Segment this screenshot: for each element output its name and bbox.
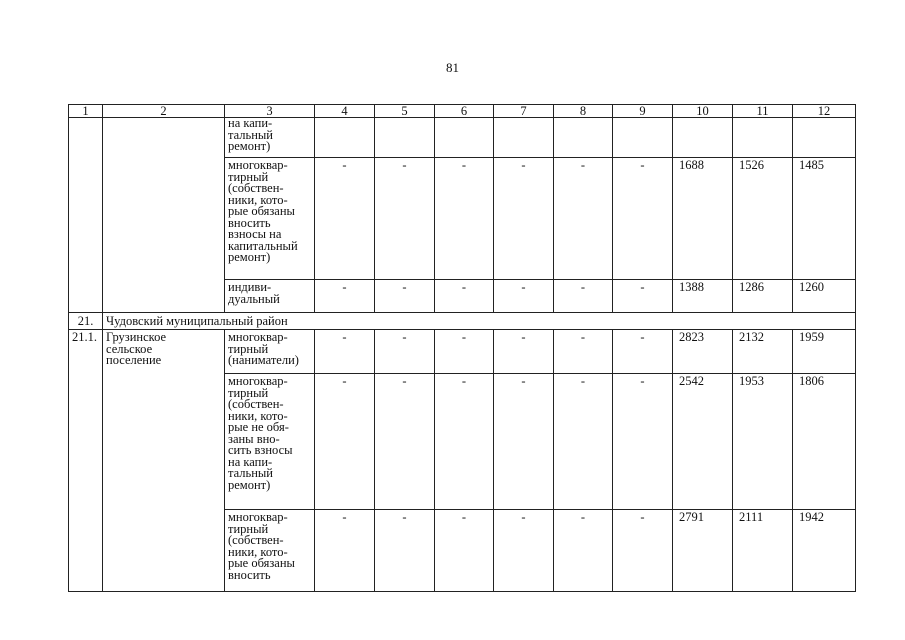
value-cell: 1485 (793, 158, 856, 280)
value-cell: 1526 (733, 158, 793, 280)
value-cell: 2542 (673, 374, 733, 510)
settlement-cell (103, 118, 225, 313)
value-cell: 2823 (673, 330, 733, 374)
column-header: 1 (69, 105, 103, 118)
value-cell: 1953 (733, 374, 793, 510)
district-number: 21. (69, 313, 103, 330)
table-row (69, 118, 856, 158)
column-header: 7 (494, 105, 554, 118)
dash-cell: - (613, 330, 673, 374)
dash-cell: - (375, 330, 435, 374)
dash-cell: - (494, 510, 554, 592)
page-number: 81 (446, 60, 459, 75)
district-name: Чудовский муниципальный район (103, 313, 856, 330)
column-header: 9 (613, 105, 673, 118)
row-number-cell (69, 118, 103, 313)
housing-type-cell: на капи- тальный ремонт) (225, 118, 315, 158)
dash-cell: - (554, 158, 613, 280)
tariff-table (68, 104, 856, 592)
value-cell (733, 118, 793, 158)
housing-type-cell: многоквар- тирный (собствен- ники, кото- рые обязаны вносить (225, 510, 315, 592)
column-header: 3 (225, 105, 315, 118)
dash-cell: - (315, 374, 375, 510)
dash-cell: - (375, 158, 435, 280)
column-header: 2 (103, 105, 225, 118)
dash-cell: - (613, 280, 673, 313)
value-cell: 1286 (733, 280, 793, 313)
value-cell (554, 118, 613, 158)
dash-cell: - (554, 374, 613, 510)
dash-cell: - (315, 158, 375, 280)
value-cell: 1959 (793, 330, 856, 374)
dash-cell: - (554, 280, 613, 313)
value-cell (793, 118, 856, 158)
dash-cell: - (435, 510, 494, 592)
value-cell (435, 118, 494, 158)
column-header: 10 (673, 105, 733, 118)
column-header: 12 (793, 105, 856, 118)
column-header: 11 (733, 105, 793, 118)
value-cell: 1260 (793, 280, 856, 313)
dash-cell: - (494, 330, 554, 374)
dash-cell: - (315, 280, 375, 313)
table-row (69, 330, 856, 374)
settlement-cell: Грузинское сельское поселение (103, 330, 225, 592)
column-header: 4 (315, 105, 375, 118)
dash-cell: - (435, 374, 494, 510)
housing-type-cell: многоквар- тирный (наниматели) (225, 330, 315, 374)
value-cell (375, 118, 435, 158)
dash-cell: - (494, 374, 554, 510)
value-cell: 1942 (793, 510, 856, 592)
housing-type-cell: индиви- дуальный (225, 280, 315, 313)
dash-cell: - (494, 158, 554, 280)
value-cell: 2791 (673, 510, 733, 592)
dash-cell: - (435, 330, 494, 374)
column-number-row (69, 105, 856, 118)
value-cell: 1688 (673, 158, 733, 280)
dash-cell: - (375, 280, 435, 313)
row-number-cell: 21.1. (69, 330, 103, 592)
value-cell (494, 118, 554, 158)
value-cell: 2132 (733, 330, 793, 374)
column-header: 6 (435, 105, 494, 118)
dash-cell: - (613, 374, 673, 510)
housing-type-cell: многоквар- тирный (собствен- ники, кото- рые не обя- заны вно- сить взносы на капи- тальный ремонт) (225, 374, 315, 510)
dash-cell: - (375, 374, 435, 510)
column-header: 8 (554, 105, 613, 118)
housing-type-cell: многоквар- тирный (собствен- ники, кото- рые обязаны вносить взносы на капитальный ремонт) (225, 158, 315, 280)
dash-cell: - (554, 330, 613, 374)
column-header: 5 (375, 105, 435, 118)
district-row (69, 313, 856, 330)
dash-cell: - (613, 510, 673, 592)
dash-cell: - (435, 158, 494, 280)
value-cell: 1806 (793, 374, 856, 510)
dash-cell: - (435, 280, 494, 313)
dash-cell: - (315, 330, 375, 374)
dash-cell: - (494, 280, 554, 313)
dash-cell: - (613, 158, 673, 280)
dash-cell: - (554, 510, 613, 592)
value-cell: 2111 (733, 510, 793, 592)
dash-cell: - (375, 510, 435, 592)
value-cell (315, 118, 375, 158)
dash-cell: - (315, 510, 375, 592)
value-cell: 1388 (673, 280, 733, 313)
value-cell (613, 118, 673, 158)
value-cell (673, 118, 733, 158)
